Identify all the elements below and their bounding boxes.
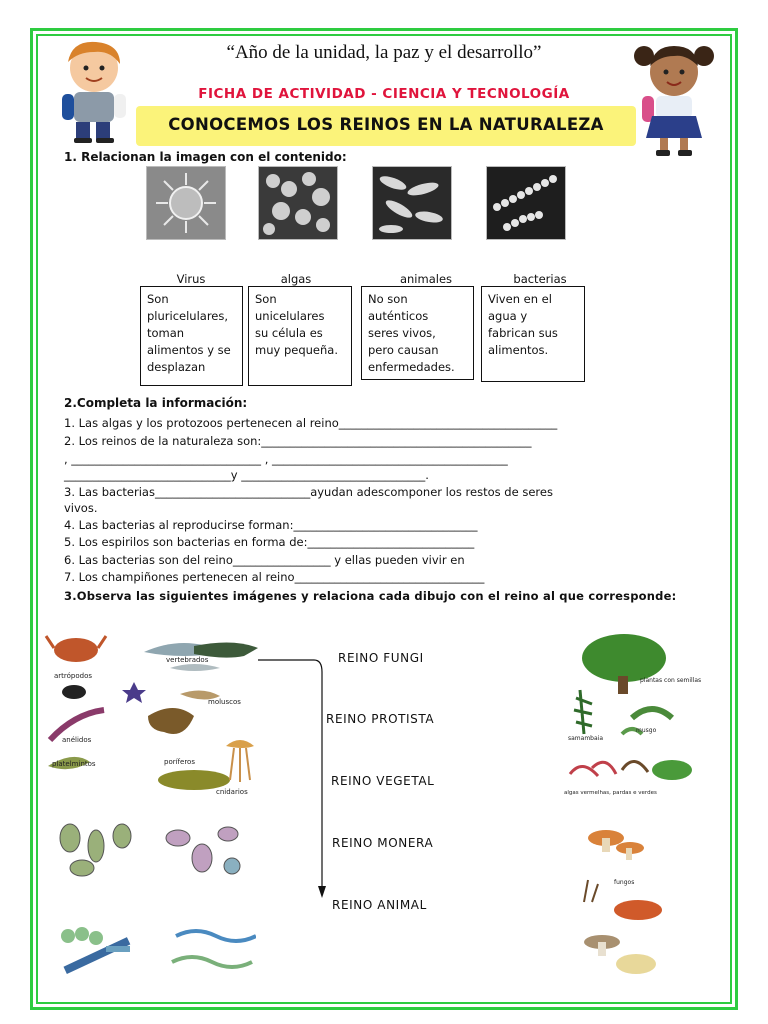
description-box-2 [248, 286, 352, 386]
completion-line-7: 4. Las bacterias al reproducirse forman:________________________________ [64, 518, 478, 532]
section2-heading: 2.Completa la información: [64, 396, 248, 410]
description-box-3 [361, 286, 474, 380]
label-algas-vermelhas: algas vermelhas, pardas e verdes [564, 790, 657, 796]
protista-illustration [52, 818, 252, 882]
label-poriferos: poríferos [164, 758, 195, 766]
description-box-1 [140, 286, 243, 386]
animal-kingdom-illustration [44, 630, 264, 800]
box1-line: desplazan [147, 360, 206, 374]
box2-line: muy pequeña. [255, 343, 338, 357]
label-bacterias: bacterias [513, 272, 567, 286]
reino-vegetal: REINO VEGETAL [331, 774, 435, 788]
label-samambaia: samambaia [568, 735, 603, 742]
description-box-4 [481, 286, 585, 382]
animals-image [372, 166, 452, 240]
box2-line: unicelulares [255, 309, 325, 323]
virus-image [146, 166, 226, 240]
reino-protista: REINO PROTISTA [326, 712, 435, 726]
label-musgo: musgo [636, 727, 657, 734]
completion-line-5: 3. Las bacterias___________________________ayudan adescomponer los restos de seres [64, 485, 553, 499]
completion-line-1: 1. Las algas y los protozoos pertenecen al reino______________________________________ [64, 416, 558, 430]
section1-heading: 1. Relacionan la imagen con el contenido: [64, 150, 347, 164]
plant-kingdom-illustration [562, 634, 702, 800]
label-fungos: fungos [614, 879, 635, 886]
box1-line: pluricelulares, [147, 309, 229, 323]
label-plantas-semillas: plantas con semillas [640, 677, 702, 684]
box3-line: No son [368, 292, 408, 306]
reino-fungi: REINO FUNGI [338, 651, 424, 665]
completion-line-10: 7. Los champiñones pertenecen al reino_________________________________ [64, 570, 485, 584]
box3-line: enfermedades. [368, 360, 455, 374]
label-moluscos: moluscos [208, 698, 241, 706]
example-connector-arrow [256, 654, 336, 904]
box3-line: auténticos [368, 309, 429, 323]
box3-line: seres vivos, [368, 326, 436, 340]
label-cnidarios: cnidarios [216, 788, 248, 796]
box2-line: Son [255, 292, 277, 306]
completion-line-2: 2. Los reinos de la naturaleza son:_______________________________________________ [64, 434, 532, 448]
box2-line: su célula es [255, 326, 323, 340]
label-anelideos: anélidos [62, 736, 92, 744]
box1-line: Son [147, 292, 169, 306]
box3-line: pero causan [368, 343, 439, 357]
label-artropodos: artrópodos [54, 672, 93, 680]
label-algas: algas [280, 272, 312, 286]
box4-line: alimentos. [488, 343, 549, 357]
completion-line-8: 5. Los espirilos son bacterias en forma de:_____________________________ [64, 535, 475, 549]
fungi-illustration [574, 824, 670, 984]
label-vertebrados: vertebrados [166, 656, 209, 664]
completion-line-3: , _________________________________ , _________________________________________ [64, 452, 508, 466]
box4-line: Viven en el [488, 292, 552, 306]
box4-line: fabrican sus [488, 326, 558, 340]
page-title: CONOCEMOS LOS REINOS EN LA NATURALEZA [168, 115, 604, 134]
motto-text: “Año de la unidad, la paz y el desarrollo” [226, 42, 542, 63]
algae-image [258, 166, 338, 240]
bacteria-image [486, 166, 566, 240]
reino-animal: REINO ANIMAL [332, 898, 427, 912]
completion-line-6: vivos. [64, 501, 98, 515]
box4-line: agua y [488, 309, 528, 323]
completion-line-9: 6. Las bacterias son del reino_________________ y ellas pueden vivir en [64, 553, 465, 567]
monera-illustration [56, 922, 256, 980]
activity-sheet-label: FICHA DE ACTIVIDAD - CIENCIA Y TECNOLOGÍA [198, 86, 570, 102]
reino-monera: REINO MONERA [332, 836, 434, 850]
box1-line: alimentos y se [147, 343, 231, 357]
completion-line-4: _____________________________y ________________________________. [64, 468, 429, 482]
label-platelmintos: platelmintos [52, 760, 96, 768]
label-animales: animales [399, 272, 453, 286]
box1-line: toman [147, 326, 185, 340]
section3-heading: 3.Observa las siguientes imágenes y relaciona cada dibujo con el reino al que corresponde: [64, 589, 677, 603]
label-virus: Virus [176, 272, 206, 286]
